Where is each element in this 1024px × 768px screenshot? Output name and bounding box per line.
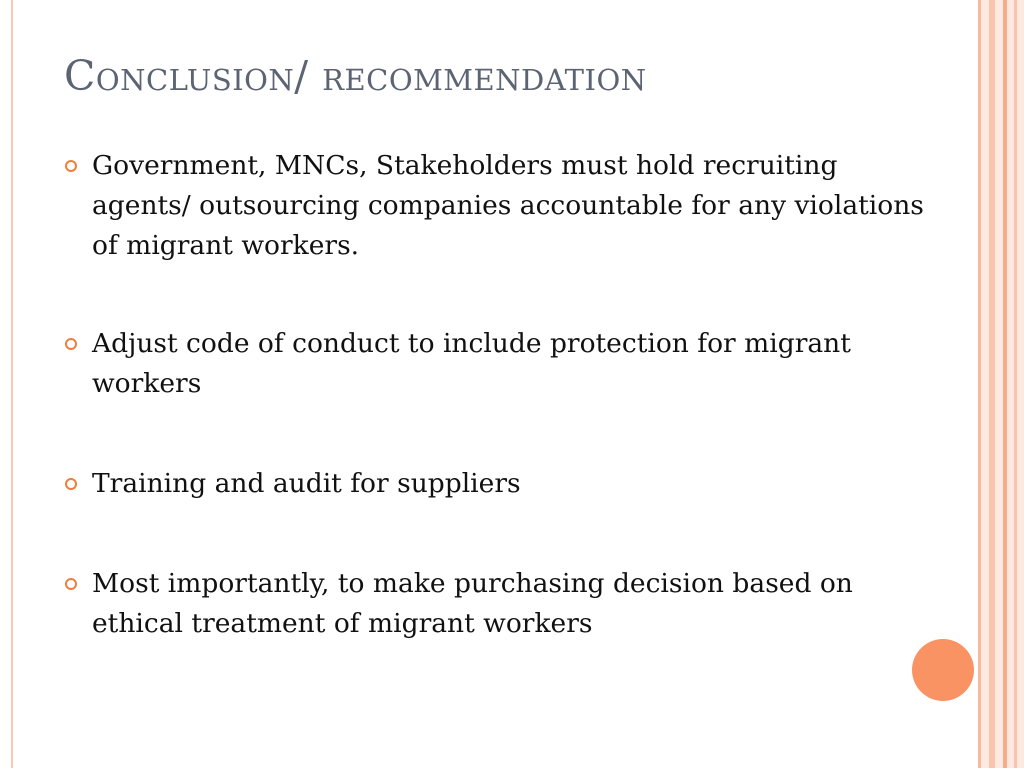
- orange-circle-decoration: [912, 639, 974, 701]
- bullet-item: [60, 324, 940, 404]
- right-stripe: [1014, 0, 1017, 768]
- left-border-line: [11, 0, 13, 768]
- bullet-text: Adjust code of conduct to include protection for migrant workers: [92, 328, 851, 399]
- bullet-icon: [65, 338, 77, 350]
- right-stripe: [978, 0, 981, 768]
- bullet-icon: [65, 578, 77, 590]
- bullet-text: Most importantly, to make purchasing decision based on ethical treatment of migrant workers: [92, 568, 853, 639]
- bullet-icon: [65, 478, 77, 490]
- bullet-item: [60, 564, 940, 644]
- bullet-text: Government, MNCs, Stakeholders must hold recruiting agents/ outsourcing companies accountable for any violations of migrant workers.: [92, 150, 924, 261]
- bullet-item: [60, 464, 940, 504]
- slide-title: Conclusion/ recommendation: [64, 52, 647, 100]
- right-stripe: [989, 0, 995, 768]
- bullet-item: [60, 146, 940, 266]
- bullet-list: [60, 146, 940, 684]
- right-stripe: [1003, 0, 1007, 768]
- right-decorative-band: [978, 0, 1024, 768]
- bullet-icon: [65, 160, 77, 172]
- bullet-text: Training and audit for suppliers: [92, 468, 521, 499]
